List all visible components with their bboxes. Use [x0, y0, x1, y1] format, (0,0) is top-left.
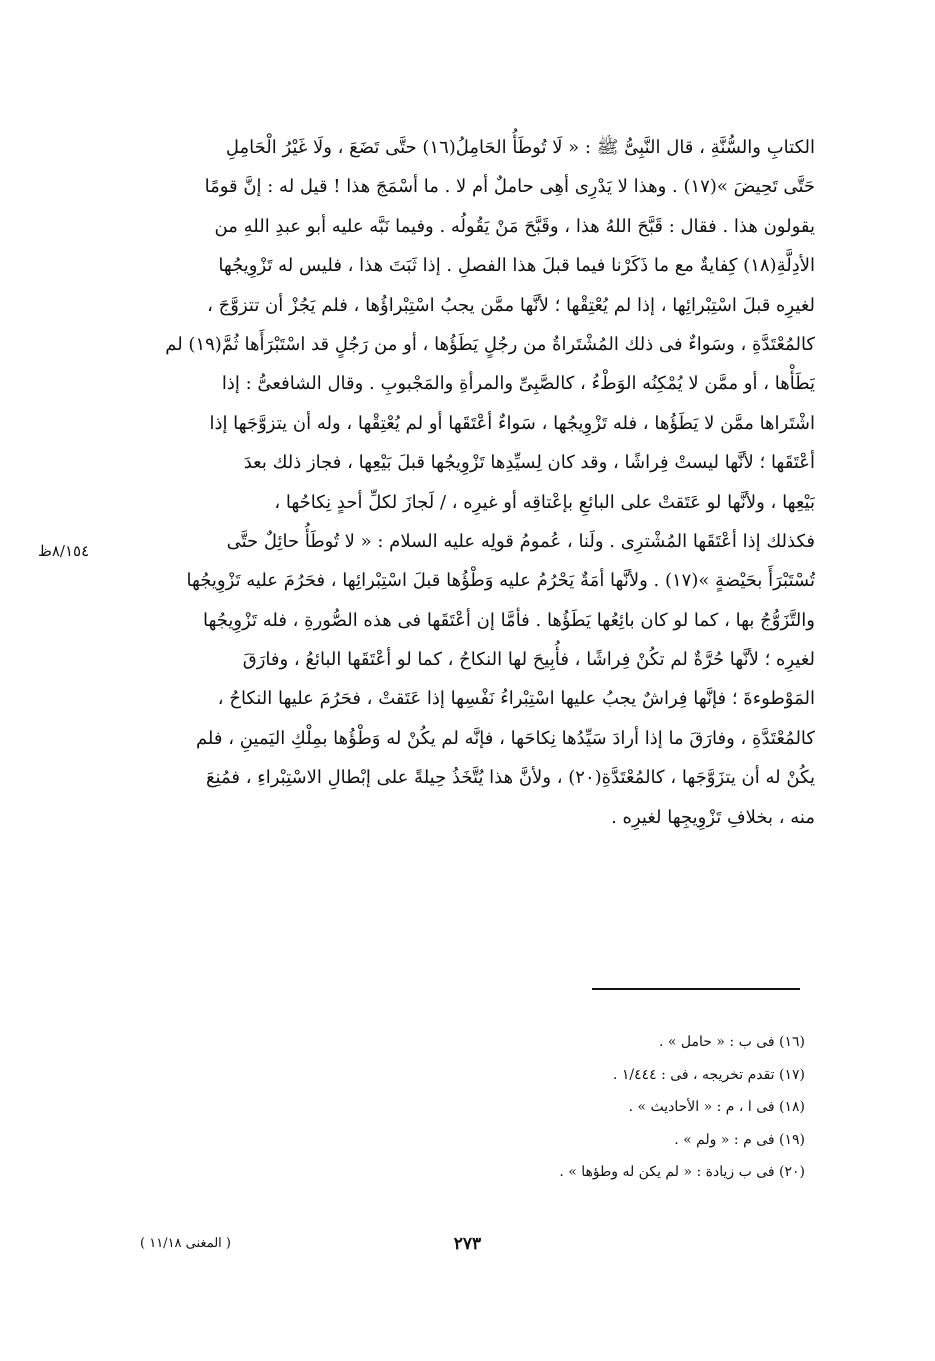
footnote-item: (١٩) فى م : « ولم » .: [674, 1131, 805, 1148]
text-line: والتَّزَوُّجُ بها ، كما لو كان بائِعُها يَطَؤُها . فأمَّا إن أعْتَقَها فى هذه الصُّورةِ ، فله تَزْوِيجُها: [202, 609, 815, 631]
text-line: أعْتَقَها ؛ لأنَّها ليستْ فِراشًا ، وقد كان لِسيِّدِها تَزْوِيجُها قبلَ بَيْعِها ، فجاز ذلك بعدَ: [243, 452, 815, 474]
margin-folio-note: ٨/١٥٤ظ: [38, 542, 90, 560]
text-line: يقولون هذا . فقال : قَبَّحَ اللهُ هذا ، وقَبَّحَ مَنْ يَقُولُه . وفيما نَبَّه عليه أبو عبدِ اللهِ من: [214, 215, 815, 237]
text-line: الأدِلَّةِ(١٨) كِفايةٌ مع ما ذَكَرْنا فيما قبلَ هذا الفصلِ . إذا ثَبَتَ هذا ، فليس له تَزْوِيجُها: [218, 255, 815, 277]
text-line: الكتابِ والسُّنَّةِ ، قال النَّبِىُّ ﷺ : « لَا تُوطَأُ الحَامِلُ(١٦) حتَّى تَضَعَ ، ولَا غَيْرُ الْحَامِلِ: [225, 137, 815, 158]
text-line: حَتَّى تَحِيضَ »(١٧) . وهذا لا يَدْرِى أهِى حاملٌ أم لا . ما أسْمَجَ هذا ! قيل له : إنَّ قومًا: [204, 176, 815, 198]
text-line: يكُنْ له أن يتزَوَّجَها ، كالمُعْتَدَّةِ(٢٠) ، ولأنَّ هذا يُتَّخَذُ حِيلةً على إبْطالِ الاسْتِبْراءِ ، فمُنِعَ: [205, 767, 815, 789]
text-line: تُسْتَبْرَأَ بحَيْضةٍ »(١٧) . ولأنَّها أمَةٌ يَحْرُمُ عليه وَطْؤُها قبلَ اسْتِبْرائِها ، فحَرُمَ عليه تَزْوِيجُها: [186, 570, 815, 592]
page-number: ٢٧٣: [453, 1234, 482, 1254]
text-line: كالمُعْتَدَّةِ ، وفارَقَ ما إذا أرادَ سَيِّدُها نِكاحَها ، فإنَّه لم يكُنْ له وَطْؤُها بمِلْكِ اليَمينِ ، فلم: [195, 727, 815, 749]
text-line: منه ، بخلافِ تَزْوِيجِها لغيرِه .: [611, 806, 815, 828]
book-signature: ( المغنى ١١/١٨ ): [140, 1236, 231, 1251]
text-line: اشْتَراها ممَّن لا يَطَؤُها ، فله تَزْوِيجُها ، سَواءٌ أعْتَقَها أو لم يُعْتِقْها ، وله أن يتزوَّجَها إذا: [209, 412, 815, 434]
text-line: كالمُعْتَدَّةِ ، وسَواءٌ فى ذلك المُشْتَراةُ من رجُلٍ يَطَؤُها ، أو من رَجُلٍ قد اسْتَبْرَأَها ثُمَّ(١٩) لم: [165, 333, 815, 355]
text-line: بَيْعِها ، ولأنَّها لو عَتَقتْ على البائعِ بإعْتاقِه أو غيرِه ، / لَجازَ لكلِّ أحدٍ نِكاحُها ،: [274, 491, 815, 513]
footnote-item: (١٧) تقدم تخريجه ، فى : ١/٤٤٤ .: [612, 1066, 805, 1083]
footnote-item: (٢٠) فى ب زيادة : « لم يكن له وطؤها » .: [559, 1164, 805, 1180]
text-line: يَطَأْها ، أو ممَّن لا يُمْكِنُه الوَطْءُ ، كالصَّبِىِّ والمرأةِ والمَجْبوبِ . وقال الشافعىُّ : إذا: [221, 373, 815, 395]
main-text: [130, 128, 815, 837]
footnote-divider: [592, 988, 800, 990]
text-line: لغيرِه ؛ لأنَّها حُرَّةٌ لم تكُنْ فِراشًا ، فأُبِيحَ لها النكاحُ ، كما لو أعْتَقَها البائعُ ، وفارَقَ: [242, 649, 815, 671]
text-line: فكذلك إذا أعْتَقَها المُشْترِى . ولَنا ، عُمومُ قولِه عليه السلام : « لا تُوطَأُ حائِلٌ حتَّى: [226, 530, 815, 552]
text-line: لغيرِه قبلَ اسْتِبْرائِها ، إذا لم يُعْتِقْها ؛ لأنَّها ممَّن يجبُ اسْتِبْراؤُها ، فلم يَجُزْ أن تتزوَّجَ ،: [207, 294, 815, 316]
text-line: المَوْطوءةَ ؛ فإنَّها فِراشٌ يجبُ عليها اسْتِبْراءُ نَفْسِها إذا عَتَقتْ ، فحَرُمَ عليها النكاحُ ،: [217, 688, 815, 710]
footnote-item: (١٨) فى ا ، م : « الأحاديث » .: [628, 1099, 805, 1115]
footnotes-list: [305, 1026, 805, 1189]
footnote-item: (١٦) فى ب : « حامل » .: [659, 1034, 805, 1050]
